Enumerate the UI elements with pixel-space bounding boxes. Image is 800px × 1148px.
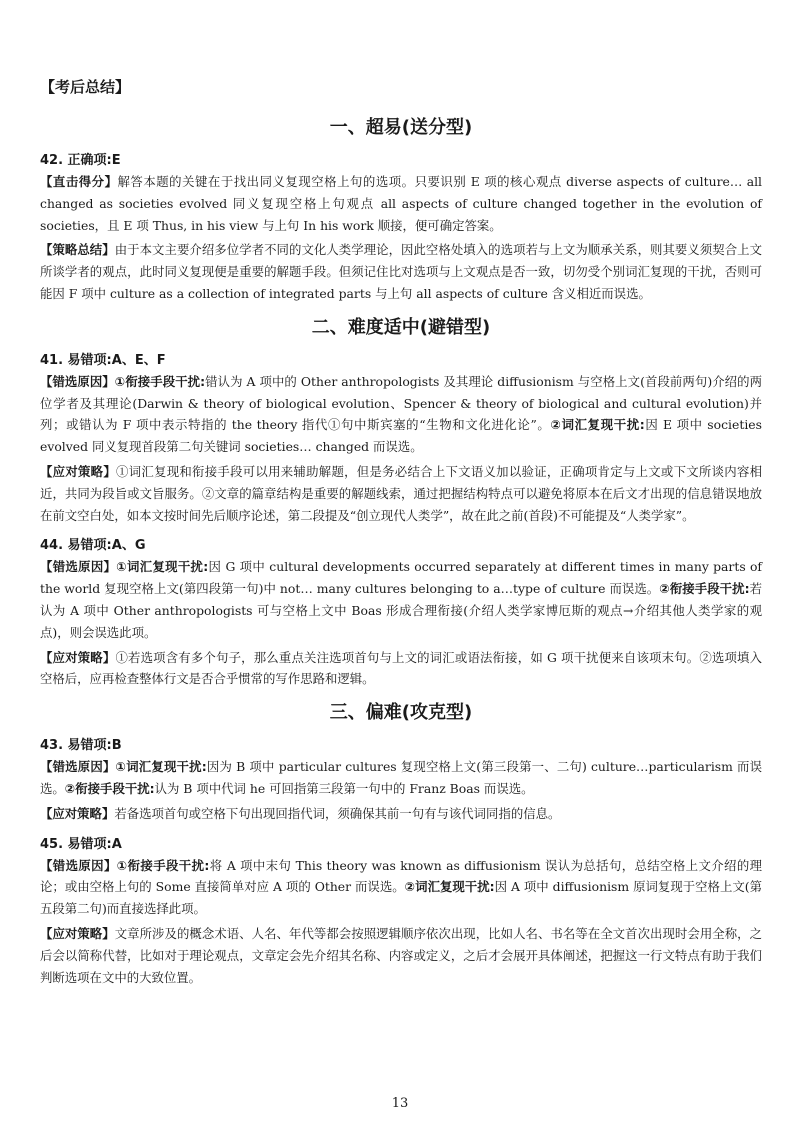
question-heading: 41. 易错项:A、E、F bbox=[40, 352, 166, 368]
question-heading: 43. 易错项:B bbox=[40, 738, 122, 754]
paragraph-text: 因 E 项中 societies evolved 同义复现首段第二句关键词 societies… changed 而误选。 bbox=[40, 417, 762, 455]
paragraph-text: 文章所涉及的概念术语、人名、年代等都会按照逻辑顺序依次出现，比如人名、书名等在全文首次出现时会用全称，之后会以简称代替，比如对于理论观点，文章定会先介绍其名称、内容或定义，之后才会展开具体阐述，把握这一行文特点有助于我们判断选项在文中的大致位置。 bbox=[40, 925, 763, 985]
paragraph-text: 由于本文主要介绍多位学者不同的文化人类学理论，因此空格处填入的选项若与上文为顺承关系，则其要义须契合上文所谈学者的观点，此时同义复现便是重要的解题手段。但须记住比对选项与上文观点是否一致，切勿受个别词汇复现的干扰，否则可能因 F 项中 culture as a collection of integrated parts 与上句 all aspects of culture 含义相近而误选。 bbox=[40, 242, 763, 301]
point-label: ②衔接手段干扰: bbox=[64, 780, 155, 796]
section-title: 一、超易(送分型) bbox=[329, 117, 473, 138]
paragraph-text: 若认为 A 项中 Other anthropologists 可与空格上文中 Boas 形成合理衔接(介绍人类学家博厄斯的观点→介绍其他人类学家的观点)，则会误选此项。 bbox=[40, 581, 763, 640]
paragraph-label: 【错选原因】 bbox=[40, 373, 115, 389]
paragraph-label: 【错选原因】 bbox=[40, 759, 116, 775]
summary-tag: 【考后总结】 bbox=[40, 78, 131, 96]
paragraph-label: 【应对策略】 bbox=[40, 805, 115, 821]
paragraph-text: 因 A 项中 diffusionism 原词复现于空格上文(第五段第二句)而直接选择此项。 bbox=[40, 879, 763, 917]
section bbox=[40, 313, 762, 690]
explanation-paragraph bbox=[40, 756, 762, 800]
section bbox=[40, 698, 762, 988]
explanation-paragraph bbox=[40, 923, 762, 988]
section-title: 二、难度适中(避错型) bbox=[311, 316, 491, 338]
page-number: 13 bbox=[391, 1096, 409, 1111]
paragraph-label: 【直击得分】 bbox=[40, 174, 118, 189]
question-item bbox=[40, 833, 762, 989]
paragraph-text: 因 G 项中 cultural developments occurred separately at different times in many parts of the world 复现空格上文(第四段第一句)中 not… many cultures belonging to a…type of culture 而误选。 bbox=[40, 559, 762, 597]
section-title: 三、偏难(攻克型) bbox=[329, 702, 473, 724]
point-label: ②词汇复现干扰: bbox=[404, 879, 495, 895]
explanation-paragraph bbox=[40, 556, 762, 643]
question-item bbox=[40, 149, 762, 305]
paragraph-text: ①词汇复现和衔接手段可以用来辅助解题，但是务必结合上下文语义加以验证，正确项肯定与上文或下文所谈内容相近，共同为段旨或文旨服务。②文章的篇章结构是重要的解题线索，通过把握结构特点可以避免将原本在后文才出现的信息错误地放在前文空白处，如本文按时间先后顺序论述，第二段提及“创立现代人类学”，故在此之前(首段)不可能提及“人类学家”。 bbox=[40, 463, 763, 523]
explanation-paragraph bbox=[40, 803, 762, 825]
section bbox=[40, 113, 762, 305]
paragraph-label: 【应对策略】 bbox=[40, 925, 115, 941]
explanation-paragraph bbox=[40, 647, 762, 691]
paragraph-text: 因为 B 项中 particular cultures 复现空格上文(第三段第一、二句) culture…particularism 而误选。 bbox=[40, 759, 763, 796]
point-label: ②衔接手段干扰: bbox=[659, 581, 750, 597]
paragraph-text: 解答本题的关键在于找出同义复现空格上句的选项。只要识别 E 项的核心观点 diverse aspects of culture… all changed as societies evolved 同义复现空格上句观点 all aspects of culture changed together in the evolution of societies，且 E 项 Thus, in his view 与上句 In his work 顺接，便可确定答案。 bbox=[40, 174, 763, 233]
question-heading: 44. 易错项:A、G bbox=[40, 538, 146, 554]
explanation-paragraph bbox=[40, 461, 762, 526]
point-label: ①词汇复现干扰: bbox=[115, 759, 207, 775]
paragraph-label: 【应对策略】 bbox=[40, 649, 116, 665]
point-label: ①衔接手段干扰: bbox=[114, 373, 206, 389]
paragraph-label: 【应对策略】 bbox=[40, 463, 117, 479]
point-label: ①词汇复现干扰: bbox=[116, 559, 209, 575]
paragraph-text: ①若选项含有多个句子，那么重点关注选项首句与上文的词汇或语法衔接，如 G 项干扰便来自该项末句。②选项填入空格后，应再检查整体行文是否合乎惯常的写作思路和逻辑。 bbox=[40, 649, 762, 687]
paragraph-text: 错认为 A 项中的 Other anthropologists 及其理论 diffusionism 与空格上文(首段前两句)介绍的两位学者及其理论(Darwin & theory of biological evolution、Spencer & theory of biological and cultural evolution)并列；或错认为 F 项中表示特指的 the theory 指代①句中斯宾塞的“生物和文化进化论”。 bbox=[40, 373, 763, 433]
point-label: ①衔接手段干扰: bbox=[116, 857, 210, 873]
explanation-paragraph bbox=[40, 171, 762, 236]
point-label: ②词汇复现干扰: bbox=[550, 417, 645, 433]
paragraph-label: 【错选原因】 bbox=[40, 559, 117, 575]
paragraph-text: 若备选项首句或空格下句出现回指代词，须确保其前一句有与该代词同指的信息。 bbox=[114, 805, 561, 821]
question-item bbox=[40, 734, 762, 824]
question-item bbox=[40, 534, 762, 690]
question-heading: 45. 易错项:A bbox=[40, 836, 122, 852]
explanation-paragraph bbox=[40, 371, 762, 458]
question-item bbox=[40, 349, 762, 527]
sections bbox=[40, 113, 762, 988]
paragraph-label: 【策略总结】 bbox=[40, 242, 115, 258]
document-page bbox=[40, 76, 762, 996]
paragraph-text: 认为 B 项中代词 he 可回指第三段第一句中的 Franz Boas 而误选。 bbox=[154, 780, 534, 796]
question-heading: 42. 正确项:E bbox=[40, 153, 121, 168]
paragraph-label: 【错选原因】 bbox=[40, 857, 117, 873]
explanation-paragraph bbox=[40, 855, 762, 920]
paragraph-text: 将 A 项中末句 This theory was known as diffusionism 误认为总括句，总结空格上文介绍的理论；或由空格上句的 Some 直接简单对应 A 项的 Other 而误选。 bbox=[40, 857, 763, 895]
explanation-paragraph bbox=[40, 239, 762, 304]
